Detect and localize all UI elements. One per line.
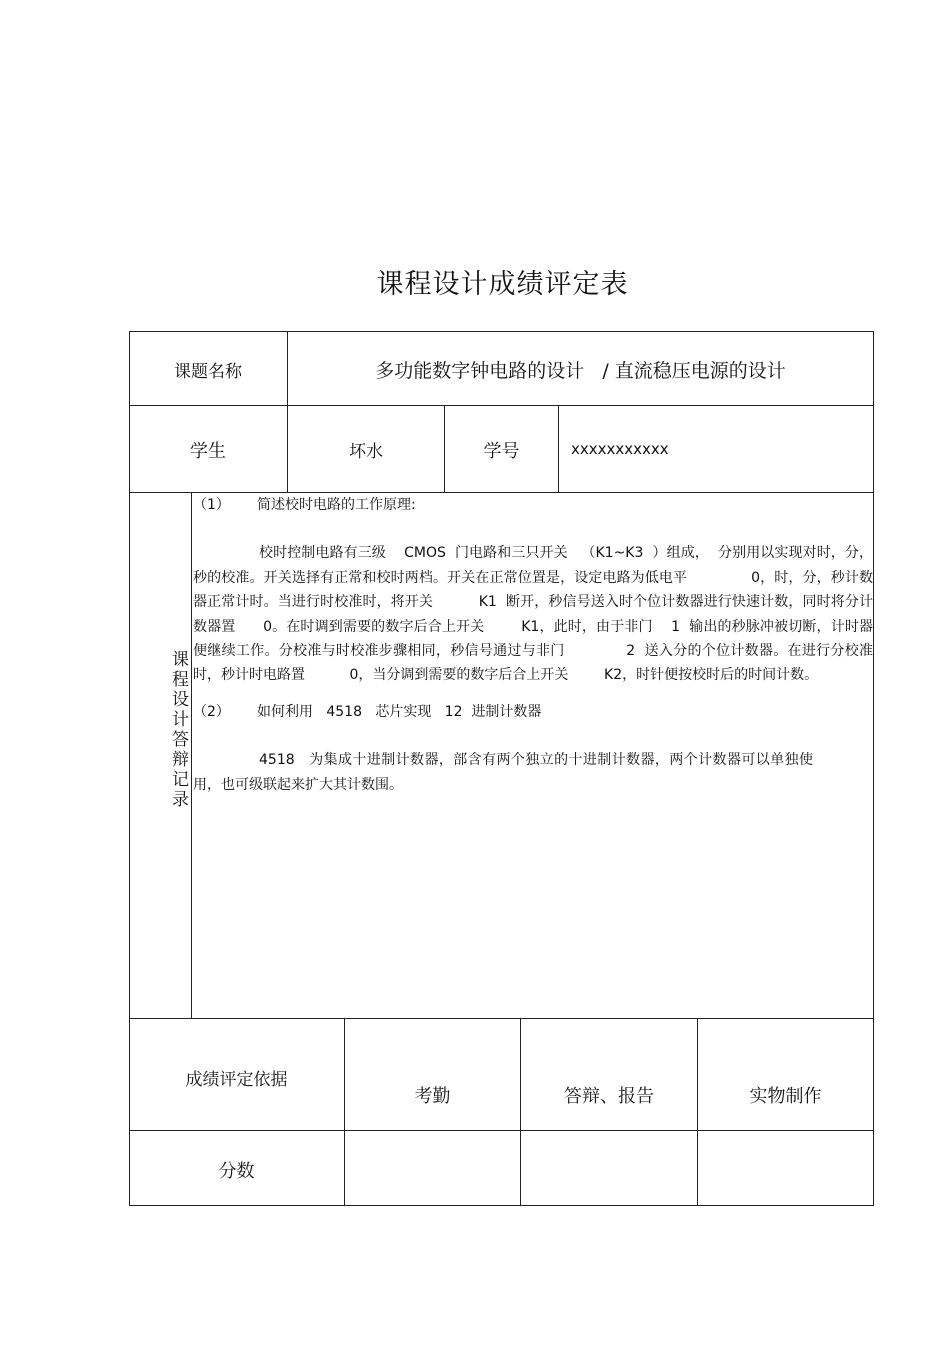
answer-1: 校时控制电路有三级 CMOS 门电路和三只开关 （K1~K3 ）组成， 分别用以实现对时，分，秒的校准。开关选择有正常和校时两档。开关在正常位置是，设定电路为低电平 0，时，分，秒计数器正常计时。当进行时校准时，将开关 K1 断开，秒信号送入时个位计数器进行快速计数，同时将分计数器置 0。在时调到需要的数字后合上开关 K1，此时，由于非门 1 输出的秒脉冲被切断，计时器便继续工作。分校准与时校准步骤相同，秒信号通过与非门 2 送入分的个位计数器。在进行分校准时，秒计时电路置 0，当分调到需要的数字后合上开关 K2，时针便按校时后的时间计数。: [193, 545, 873, 684]
attendance-score-cell[interactable]: [345, 1131, 520, 1205]
score-label: 分数: [218, 1161, 255, 1182]
question-1: [193, 493, 873, 517]
question-2: [193, 700, 873, 724]
question-2-title: 如何利用 4518 芯片实现 12 进制计数器: [257, 703, 542, 720]
student-name: 坏水: [349, 442, 383, 462]
answer-2: 4518 为集成十进制计数器，部含有两个独立的十进制计数器，两个计数器可以单独使用，也可级联起来扩大其计数围。: [193, 752, 813, 793]
defense-answers: [193, 493, 873, 797]
defense-score-cell[interactable]: [521, 1131, 697, 1205]
attendance-column: 考勤: [414, 1086, 451, 1107]
row-divider: [129, 1018, 874, 1019]
row-divider: [129, 405, 874, 406]
student-id-value: xxxxxxxxxxx: [571, 440, 669, 458]
student-id-label: 学号: [483, 441, 520, 462]
defense-report-column: 答辩、报告: [564, 1086, 654, 1107]
topic-label: 课题名称: [174, 362, 242, 382]
grading-basis-label: 成绩评定依据: [185, 1070, 288, 1090]
physical-product-column: 实物制作: [749, 1086, 822, 1107]
question-2-number: （2）: [193, 703, 230, 720]
table-bottom-border: [129, 1205, 874, 1206]
question-1-number: （1）: [193, 497, 230, 513]
question-1-title: 简述校时电路的工作原理:: [257, 497, 416, 513]
table-right-border: [873, 331, 874, 1206]
page-title: 课程设计成绩评定表: [376, 269, 629, 300]
column-divider: [558, 405, 559, 493]
student-label: 学生: [190, 441, 226, 462]
topic-value: 多功能数字钟电路的设计 / 直流稳压电源的设计: [375, 360, 786, 382]
defense-record-label: 课程设计答辩记录: [168, 650, 188, 810]
product-score-cell[interactable]: [698, 1131, 873, 1205]
column-divider: [191, 492, 192, 1019]
table-top-border: [129, 331, 874, 332]
